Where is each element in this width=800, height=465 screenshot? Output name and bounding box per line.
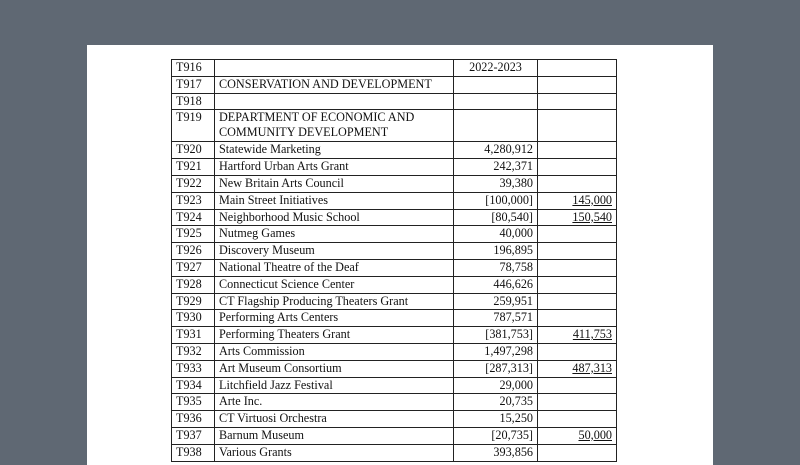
description-cell: Various Grants <box>215 444 454 461</box>
amount-cell: [20,735] <box>454 427 538 444</box>
amount-cell <box>454 76 538 93</box>
line-number-cell: T924 <box>172 209 215 226</box>
amount-cell: 4,280,912 <box>454 142 538 159</box>
line-number-cell: T923 <box>172 192 215 209</box>
table-row <box>172 394 617 411</box>
table-row <box>172 226 617 243</box>
amount-cell: 446,626 <box>454 276 538 293</box>
description-cell: National Theatre of the Deaf <box>215 259 454 276</box>
amount-cell: 787,571 <box>454 310 538 327</box>
table-row <box>172 411 617 428</box>
line-number-cell: T935 <box>172 394 215 411</box>
amount-cell: 196,895 <box>454 243 538 260</box>
amount-cell: 29,000 <box>454 377 538 394</box>
line-number-cell: T918 <box>172 93 215 110</box>
line-number-cell: T919 <box>172 110 215 142</box>
line-number-cell: T932 <box>172 343 215 360</box>
table-row <box>172 310 617 327</box>
description-cell: Neighborhood Music School <box>215 209 454 226</box>
amount-cell: 259,951 <box>454 293 538 310</box>
line-number-cell: T929 <box>172 293 215 310</box>
description-cell: DEPARTMENT OF ECONOMIC AND COMMUNITY DEVELOPMENT <box>215 110 454 142</box>
new-amount-cell <box>538 444 617 461</box>
new-amount-cell <box>538 226 617 243</box>
table-row <box>172 76 617 93</box>
line-number-cell: T925 <box>172 226 215 243</box>
new-amount-cell: 50,000 <box>538 427 617 444</box>
new-amount-cell <box>538 175 617 192</box>
amount-cell: 20,735 <box>454 394 538 411</box>
new-amount-cell <box>538 343 617 360</box>
line-number-cell: T927 <box>172 259 215 276</box>
new-amount-cell <box>538 394 617 411</box>
description-cell: Art Museum Consortium <box>215 360 454 377</box>
new-amount-cell <box>538 110 617 142</box>
line-number-cell: T920 <box>172 142 215 159</box>
description-cell: Statewide Marketing <box>215 142 454 159</box>
description-cell <box>215 93 454 110</box>
table-row <box>172 192 617 209</box>
line-number-cell: T937 <box>172 427 215 444</box>
amount-cell: [80,540] <box>454 209 538 226</box>
line-number-cell: T928 <box>172 276 215 293</box>
new-amount-cell <box>538 377 617 394</box>
new-amount-cell: 145,000 <box>538 192 617 209</box>
new-amount-cell <box>538 276 617 293</box>
line-number-cell: T930 <box>172 310 215 327</box>
amount-cell: 40,000 <box>454 226 538 243</box>
new-amount-cell <box>538 243 617 260</box>
table-row <box>172 327 617 344</box>
new-amount-cell: 487,313 <box>538 360 617 377</box>
new-amount-cell <box>538 259 617 276</box>
amount-cell <box>454 93 538 110</box>
amount-cell: 242,371 <box>454 159 538 176</box>
table-row <box>172 175 617 192</box>
description-cell: CT Virtuosi Orchestra <box>215 411 454 428</box>
description-cell: CONSERVATION AND DEVELOPMENT <box>215 76 454 93</box>
description-cell: Discovery Museum <box>215 243 454 260</box>
new-amount-cell: 150,540 <box>538 209 617 226</box>
table-row <box>172 360 617 377</box>
new-amount-cell <box>538 411 617 428</box>
amount-cell: [100,000] <box>454 192 538 209</box>
description-cell: CT Flagship Producing Theaters Grant <box>215 293 454 310</box>
line-number-cell: T917 <box>172 76 215 93</box>
table-row <box>172 142 617 159</box>
description-cell <box>215 60 454 77</box>
description-cell: Nutmeg Games <box>215 226 454 243</box>
description-cell: Connecticut Science Center <box>215 276 454 293</box>
table-row <box>172 259 617 276</box>
amount-cell: [381,753] <box>454 327 538 344</box>
amount-cell: 15,250 <box>454 411 538 428</box>
description-cell: Arts Commission <box>215 343 454 360</box>
table-row <box>172 243 617 260</box>
table-body <box>172 60 617 462</box>
table-row <box>172 427 617 444</box>
line-number-cell: T936 <box>172 411 215 428</box>
table-row <box>172 110 617 142</box>
description-cell: New Britain Arts Council <box>215 175 454 192</box>
line-number-cell: T938 <box>172 444 215 461</box>
table-row <box>172 377 617 394</box>
amount-cell: 78,758 <box>454 259 538 276</box>
line-number-cell: T926 <box>172 243 215 260</box>
new-amount-cell <box>538 60 617 77</box>
line-number-cell: T934 <box>172 377 215 394</box>
description-cell: Hartford Urban Arts Grant <box>215 159 454 176</box>
new-amount-cell <box>538 293 617 310</box>
table-row <box>172 159 617 176</box>
appropriations-table <box>171 59 617 462</box>
new-amount-cell <box>538 142 617 159</box>
table-row <box>172 444 617 461</box>
new-amount-cell <box>538 159 617 176</box>
table-header-row <box>172 60 617 77</box>
table-row <box>172 209 617 226</box>
description-cell: Litchfield Jazz Festival <box>215 377 454 394</box>
fiscal-year-cell: 2022-2023 <box>454 60 538 77</box>
description-cell: Performing Arts Centers <box>215 310 454 327</box>
table-row <box>172 93 617 110</box>
new-amount-cell <box>538 76 617 93</box>
document-page <box>87 45 713 465</box>
table-row <box>172 276 617 293</box>
amount-cell: [287,313] <box>454 360 538 377</box>
amount-cell: 39,380 <box>454 175 538 192</box>
amount-cell <box>454 110 538 142</box>
amount-cell: 393,856 <box>454 444 538 461</box>
line-number-cell: T922 <box>172 175 215 192</box>
line-number-cell: T933 <box>172 360 215 377</box>
table-row <box>172 293 617 310</box>
line-number-cell: T916 <box>172 60 215 77</box>
line-number-cell: T931 <box>172 327 215 344</box>
line-number-cell: T921 <box>172 159 215 176</box>
new-amount-cell <box>538 310 617 327</box>
description-cell: Barnum Museum <box>215 427 454 444</box>
amount-cell: 1,497,298 <box>454 343 538 360</box>
new-amount-cell: 411,753 <box>538 327 617 344</box>
description-cell: Performing Theaters Grant <box>215 327 454 344</box>
new-amount-cell <box>538 93 617 110</box>
description-cell: Main Street Initiatives <box>215 192 454 209</box>
table-row <box>172 343 617 360</box>
description-cell: Arte Inc. <box>215 394 454 411</box>
